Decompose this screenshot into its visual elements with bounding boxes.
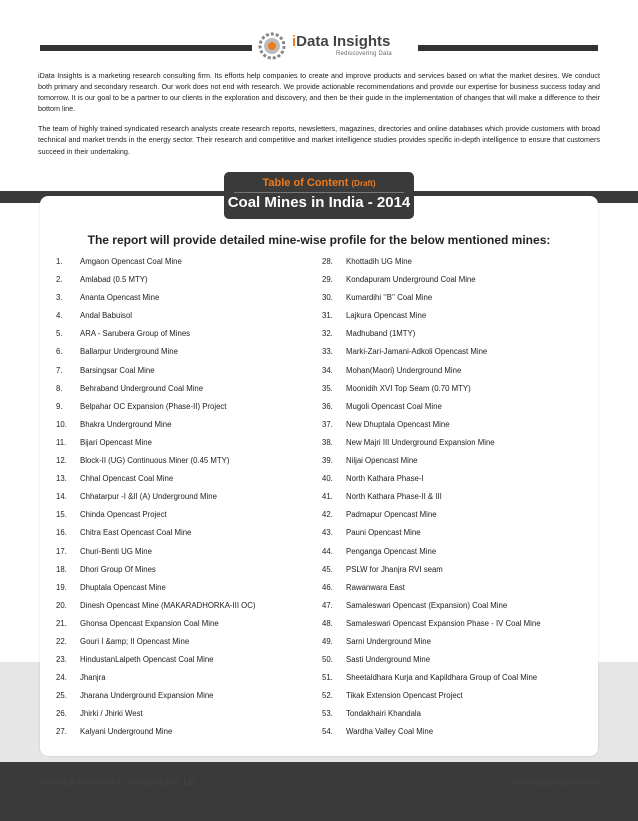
mine-number: 18.: [56, 564, 67, 574]
mine-list-item: [56, 434, 326, 452]
mine-list-item: [322, 597, 592, 615]
mine-number: 36.: [322, 401, 333, 411]
mine-name: Dinesh Opencast Mine (MAKARADHORKA-III OC): [80, 600, 256, 610]
mine-number: 10.: [56, 419, 67, 429]
mine-list-item: [56, 669, 326, 687]
toc-tab: [224, 172, 414, 219]
mine-list-item: [322, 524, 592, 542]
mine-name: Chhal Opencast Coal Mine: [80, 474, 174, 484]
mine-name: Moonidih XVI Top Seam (0.70 MTY): [346, 383, 471, 393]
mine-number: 4.: [56, 311, 63, 321]
mine-list-item: [56, 651, 326, 669]
mine-list-item: [322, 633, 592, 651]
mine-list-item: [56, 325, 326, 343]
mine-number: 8.: [56, 383, 63, 393]
mine-name: New Majri III Underground Expansion Mine: [346, 437, 495, 447]
mine-name: Amgaon Opencast Coal Mine: [80, 257, 182, 266]
header-rule-left: [40, 45, 252, 51]
mine-number: 50.: [322, 655, 333, 665]
mine-number: 1.: [56, 257, 63, 266]
mine-list-item: [322, 705, 592, 723]
mine-list-item: [322, 723, 592, 741]
footer-website[interactable]: www.idatainsights.com: [512, 777, 598, 787]
toc-draft: (Draft): [351, 179, 376, 188]
mine-name: Gouri I &amp; II Opencast Mine: [80, 636, 190, 646]
mine-list-item: [322, 380, 592, 398]
mine-name: Churi-Benti UG Mine: [80, 546, 152, 556]
mine-name: Samaleswari Opencast Expansion Phase - IV Coal Mine: [346, 618, 541, 628]
mine-name: Samaleswari Opencast (Expansion) Coal Mine: [346, 600, 508, 610]
mine-list-item: [56, 470, 326, 488]
toc-divider: [234, 192, 404, 193]
mine-list-item: [56, 579, 326, 597]
mine-number: 39.: [322, 456, 333, 466]
mine-name: Dhuptala Opencast Mine: [80, 582, 166, 592]
mine-number: 29.: [322, 275, 333, 285]
mine-name: Jhirki / Jhirki West: [80, 709, 143, 719]
mine-name: HindustanLalpeth Opencast Coal Mine: [80, 655, 214, 665]
mine-number: 7.: [56, 365, 63, 375]
mine-number: 15.: [56, 510, 67, 520]
mine-name: Ananta Opencast Mine: [80, 293, 160, 303]
brand-name: [292, 33, 390, 50]
mine-number: 46.: [322, 582, 333, 592]
mine-number: 33.: [322, 347, 333, 357]
mine-number: 21.: [56, 618, 67, 628]
mine-list-item: [56, 416, 326, 434]
mine-name: Chinda Opencast Project: [80, 510, 167, 520]
mine-number: 35.: [322, 383, 333, 393]
mine-name: North Kathara Phase-II & III: [346, 492, 442, 502]
mine-name: Padmapur Opencast Mine: [346, 510, 437, 520]
mine-list-item: [322, 615, 592, 633]
mine-number: 11.: [56, 437, 67, 447]
mine-list-item: [56, 633, 326, 651]
mine-number: 51.: [322, 673, 333, 683]
mine-number: 14.: [56, 492, 67, 502]
mines-list-right: [322, 253, 592, 742]
mine-number: 28.: [322, 257, 333, 266]
mine-list-item: [56, 253, 326, 271]
mine-list-item: [56, 723, 326, 741]
mine-list-item: [56, 289, 326, 307]
intro-paragraph-1: iData Insights is a marketing research consulting firm. Its efforts help companies to create and improve products and services based on what the market desires. We conduct both primary and secondary research. Our work does not end with research. We provide actionable recommendations and provide our expertise for business success today and tomorrow. It is our goal to be a partner to our clients in the exploration and discovery, and then be their guide in the implementation of changes that will make a difference to their bottom line.: [38, 71, 600, 114]
mine-list-item: [322, 488, 592, 506]
toc-label: Table of Content: [262, 177, 349, 189]
mine-name: Block-II (UG) Continuous Miner (0.45 MTY): [80, 456, 230, 466]
mine-list-item: [322, 325, 592, 343]
mine-list-item: [56, 452, 326, 470]
mine-list-item: [56, 380, 326, 398]
intro-paragraph-2: The team of highly trained syndicated research analysts create research reports, newsletters, magazines, directories and online databases which provide customers with broad technical and market trends in the energy sector. Their research and competitive and market intelligence studies provides specific in-depth intelligence to ensure that customers succeed in their undertaking.: [38, 124, 600, 156]
mine-name: Kondapuram Underground Coal Mine: [346, 275, 476, 285]
mine-name: Belpahar OC Expansion (Phase-II) Project: [80, 401, 227, 411]
mine-name: Wardha Valley Coal Mine: [346, 727, 434, 737]
mine-number: 27.: [56, 727, 67, 737]
mine-list-item: [322, 398, 592, 416]
mine-name: PSLW for Jhanjra RVI seam: [346, 564, 443, 574]
brand-name-prefix: i: [292, 33, 297, 50]
footer-band: [0, 762, 638, 821]
mine-number: 24.: [56, 673, 67, 683]
mine-name: Mugoli Opencast Coal Mine: [346, 401, 442, 411]
mine-list-item: [56, 506, 326, 524]
mine-list-item: [56, 488, 326, 506]
mine-name: Jhanjra: [80, 673, 106, 683]
mine-name: Chitra East Opencast Coal Mine: [80, 528, 192, 538]
mine-list-item: [322, 687, 592, 705]
mine-number: 44.: [322, 546, 333, 556]
mine-name: Bijari Opencast Mine: [80, 437, 152, 447]
mine-number: 40.: [322, 474, 333, 484]
mine-number: 48.: [322, 618, 333, 628]
mine-list-item: [322, 506, 592, 524]
mine-list-item: [322, 307, 592, 325]
mine-name: Tondakhairi Khandala: [346, 709, 421, 719]
brand-logo: [256, 30, 416, 66]
mine-number: 2.: [56, 275, 63, 285]
mine-name: Tikak Extension Opencast Project: [346, 691, 463, 701]
mine-number: 20.: [56, 600, 67, 610]
mine-number: 22.: [56, 636, 67, 646]
mine-list-item: [322, 271, 592, 289]
mine-name: North Kathara Phase-I: [346, 474, 424, 484]
mine-list-item: [322, 362, 592, 380]
mine-list-item: [56, 561, 326, 579]
mine-list-item: [56, 615, 326, 633]
mine-list-item: [56, 398, 326, 416]
mine-name: Sasti Underground Mine: [346, 655, 431, 665]
report-title: Coal Mines in India - 2014: [227, 194, 411, 211]
mine-name: ARA - Sarubera Group of Mines: [80, 329, 191, 339]
mine-name: Ghonsa Opencast Expansion Coal Mine: [80, 618, 219, 628]
mine-name: Andal Babuisol: [80, 311, 133, 321]
mine-list-item: [56, 271, 326, 289]
mine-list-item: [56, 705, 326, 723]
toc-label-row: [224, 177, 414, 189]
mine-number: 47.: [322, 600, 333, 610]
mine-name: New Dhuptala Opencast Mine: [346, 419, 450, 429]
mine-number: 30.: [322, 293, 333, 303]
brand-tagline: Rediscovering Data: [336, 51, 392, 57]
brand-name-rest: Data Insights: [296, 33, 391, 50]
mine-list-item: [322, 470, 592, 488]
mine-name: Madhuband (1MTY): [346, 329, 416, 339]
mine-number: 16.: [56, 528, 67, 538]
mine-name: Barsingsar Coal Mine: [80, 365, 155, 375]
mine-number: 54.: [322, 727, 333, 737]
mine-name: Bhakra Underground Mine: [80, 419, 172, 429]
mine-list-item: [56, 543, 326, 561]
mine-name: Mohan(Maori) Underground Mine: [346, 365, 462, 375]
footer-company: Precision Research & Consulting Pvt. Ltd.: [40, 777, 198, 787]
mine-number: 43.: [322, 528, 333, 538]
mine-name: Dhori Group Of Mines: [80, 564, 156, 574]
mine-list-item: [322, 416, 592, 434]
mine-number: 26.: [56, 709, 67, 719]
mine-name: Jharana Underground Expansion Mine: [80, 691, 214, 701]
mine-number: 45.: [322, 564, 333, 574]
mine-number: 31.: [322, 311, 333, 321]
mine-name: Lajkura Opencast Mine: [346, 311, 427, 321]
mine-list-item: [322, 579, 592, 597]
mine-number: 13.: [56, 474, 67, 484]
mine-list-item: [56, 307, 326, 325]
mine-number: 9.: [56, 401, 63, 411]
mine-number: 5.: [56, 329, 63, 339]
mine-list-item: [322, 651, 592, 669]
mine-list-item: [56, 343, 326, 361]
list-heading: The report will provide detailed mine-wise profile for the below mentioned mines:: [87, 233, 551, 247]
mine-number: 41.: [322, 492, 333, 502]
mine-number: 52.: [322, 691, 333, 701]
mine-number: 32.: [322, 329, 333, 339]
mine-number: 3.: [56, 293, 63, 303]
mine-number: 34.: [322, 365, 333, 375]
mine-list-item: [322, 434, 592, 452]
mine-number: 49.: [322, 636, 333, 646]
mine-list-item: [322, 543, 592, 561]
mine-name: Sheetaldhara Kurja and Kapildhara Group of Coal Mine: [346, 673, 538, 683]
mine-number: 42.: [322, 510, 333, 520]
mine-name: Marki-Zari-Jamani-Adkoli Opencast Mine: [346, 347, 488, 357]
mine-number: 19.: [56, 582, 67, 592]
mine-name: Behraband Underground Coal Mine: [80, 383, 204, 393]
mine-list-item: [322, 253, 592, 271]
mine-list-item: [322, 561, 592, 579]
mine-name: Niljai Opencast Mine: [346, 456, 418, 466]
mine-list-item: [56, 362, 326, 380]
mine-name: Sarni Underground Mine: [346, 636, 431, 646]
mine-number: 23.: [56, 655, 67, 665]
mine-name: Amlabad (0.5 MTY): [80, 275, 148, 285]
mine-list-item: [56, 524, 326, 542]
mine-name: Kumardihi ‘’B’’ Coal Mine: [346, 293, 433, 303]
mines-list-left: [56, 253, 326, 742]
mine-name: Penganga Opencast Mine: [346, 546, 437, 556]
mine-name: Pauni Opencast Mine: [346, 528, 421, 538]
header-rule-right: [418, 45, 598, 51]
mine-list-item: [56, 597, 326, 615]
intro-text: [38, 70, 600, 166]
mine-name: Khottadih UG Mine: [346, 257, 412, 266]
mine-list-item: [322, 452, 592, 470]
mine-list-item: [56, 687, 326, 705]
mine-name: Ballarpur Underground Mine: [80, 347, 178, 357]
mine-number: 6.: [56, 347, 63, 357]
mine-name: Chhatarpur -I &II (A) Underground Mine: [80, 492, 217, 502]
mine-name: Kalyani Underground Mine: [80, 727, 173, 737]
mine-list-item: [322, 289, 592, 307]
mine-list-item: [322, 669, 592, 687]
mine-number: 25.: [56, 691, 67, 701]
mine-number: 17.: [56, 546, 67, 556]
mine-number: 53.: [322, 709, 333, 719]
mine-name: Rawanwara East: [346, 582, 405, 592]
mine-number: 38.: [322, 437, 333, 447]
mine-number: 12.: [56, 456, 67, 466]
globe-gear-icon: [256, 30, 288, 62]
mine-list-item: [322, 343, 592, 361]
mine-number: 37.: [322, 419, 333, 429]
